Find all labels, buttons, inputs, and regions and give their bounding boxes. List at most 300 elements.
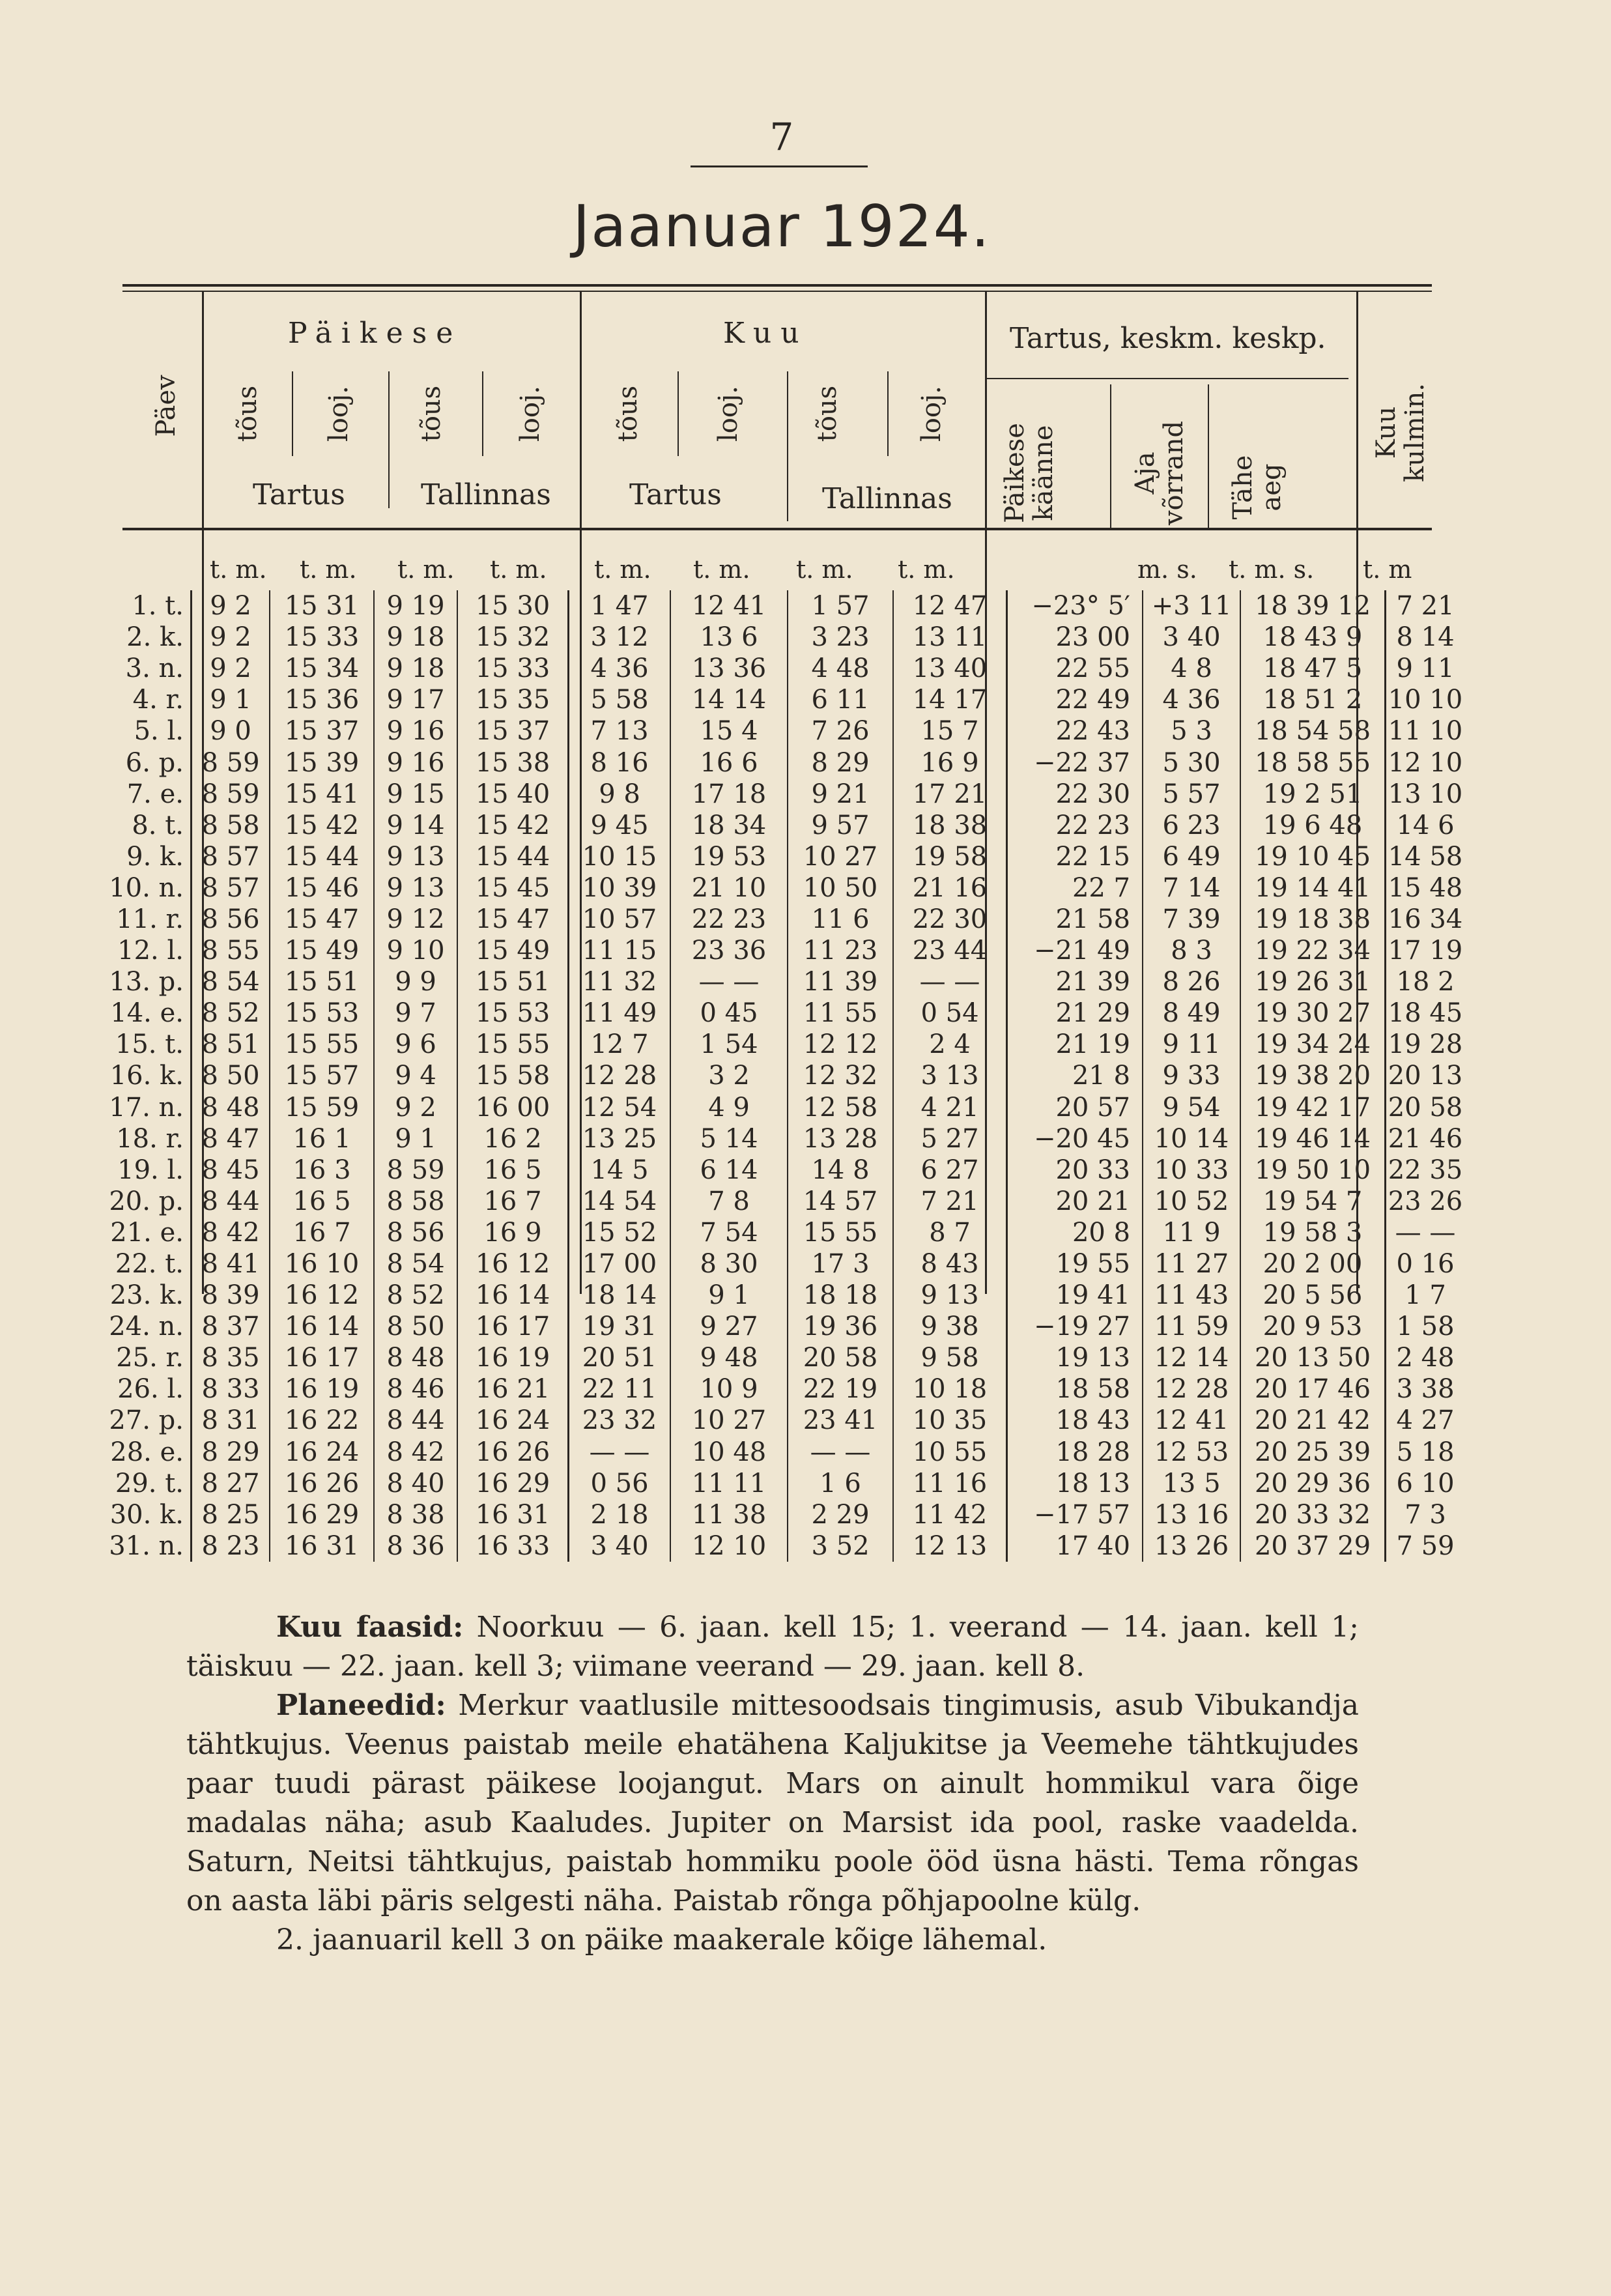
cell-moon-set-tartu: — — <box>670 966 788 997</box>
cell-moon-set-tartu: 22 23 <box>670 904 788 935</box>
cell-moon-culmination: 15 48 <box>1386 872 1465 904</box>
cell-sun-set-tallinn: 15 33 <box>457 653 569 684</box>
cell-moon-rise-tartu: 15 52 <box>569 1217 671 1248</box>
cell-sun-set-tallinn: 15 51 <box>457 966 569 997</box>
cell-sun-set-tartu: 15 37 <box>270 715 374 747</box>
cell-sidereal-time: 20 17 46 <box>1240 1373 1386 1405</box>
cell-sun-rise-tartu: 8 25 <box>192 1499 270 1530</box>
cell-moon-culmination: 7 21 <box>1386 590 1465 622</box>
cell-day: 26. l. <box>117 1374 184 1405</box>
cell-moon-rise-tallinn: 23 41 <box>788 1405 893 1436</box>
cell-sidereal-time: 18 43 9 <box>1240 622 1386 653</box>
cell-sun-set-tartu: 16 22 <box>270 1405 374 1436</box>
cell-moon-rise-tallinn: 10 50 <box>788 872 893 904</box>
cell-moon-rise-tallinn: 11 39 <box>788 966 893 997</box>
cell-day: 7. e. <box>126 779 184 809</box>
cell-sidereal-time: 19 18 38 <box>1240 904 1386 935</box>
cell-moon-rise-tartu: 12 7 <box>569 1029 671 1060</box>
cell-sidereal-time: 20 9 53 <box>1240 1311 1386 1342</box>
cell-moon-rise-tallinn: 13 28 <box>788 1123 893 1155</box>
table-row <box>104 1311 1464 1342</box>
cell-sun-declination: 20 33 <box>1007 1155 1143 1186</box>
table-row <box>104 841 1464 872</box>
cell-moon-culmination: 14 6 <box>1386 810 1465 841</box>
cell-moon-rise-tartu: 13 25 <box>569 1123 671 1155</box>
cell-sun-rise-tartu: 8 45 <box>192 1155 270 1186</box>
cell-sun-declination: 19 41 <box>1007 1280 1143 1311</box>
cell-moon-set-tartu: 9 27 <box>670 1311 788 1342</box>
cell-moon-rise-tartu: 23 32 <box>569 1405 671 1436</box>
cell-sun-declination: 23 00 <box>1007 622 1143 653</box>
cell-moon-culmination: 8 14 <box>1386 622 1465 653</box>
cell-moon-set-tartu: 19 53 <box>670 841 788 872</box>
header-tallinnas-1: Tallinnas <box>421 478 551 511</box>
cell-moon-rise-tartu: 11 15 <box>569 935 671 966</box>
cell-sun-rise-tallinn: 8 36 <box>374 1530 457 1562</box>
cell-sun-rise-tartu: 8 33 <box>192 1373 270 1405</box>
cell-moon-culmination: 12 10 <box>1386 747 1465 778</box>
unit-10: t. m. s. <box>1229 555 1315 584</box>
cell-sidereal-time: 20 2 00 <box>1240 1248 1386 1280</box>
cell-moon-set-tallinn: 12 13 <box>893 1530 1007 1562</box>
cell-day: 14. e. <box>110 998 184 1029</box>
cell-sun-rise-tartu: 8 56 <box>192 904 270 935</box>
cell-moon-culmination: 6 10 <box>1386 1468 1465 1499</box>
cell-sun-rise-tallinn: 9 17 <box>374 684 457 715</box>
cell-moon-set-tartu: 5 14 <box>670 1123 788 1155</box>
cell-moon-rise-tartu: 3 12 <box>569 622 671 653</box>
cell-sun-declination: 22 55 <box>1007 653 1143 684</box>
table-row <box>104 1530 1464 1562</box>
cell-sun-rise-tartu: 8 59 <box>192 779 270 810</box>
cell-sun-rise-tallinn: 9 16 <box>374 715 457 747</box>
cell-moon-rise-tartu: 11 32 <box>569 966 671 997</box>
cell-moon-set-tallinn: 8 43 <box>893 1248 1007 1280</box>
cell-moon-set-tallinn: 21 16 <box>893 872 1007 904</box>
cell-equation-of-time: 11 59 <box>1143 1311 1240 1342</box>
cell-sun-declination: 18 58 <box>1007 1373 1143 1405</box>
cell-day: 21. e. <box>110 1217 184 1248</box>
cell-sun-rise-tallinn: 9 18 <box>374 653 457 684</box>
cell-moon-set-tallinn: 7 21 <box>893 1186 1007 1217</box>
cell-moon-set-tartu: 15 4 <box>670 715 788 747</box>
cell-equation-of-time: 13 5 <box>1143 1468 1240 1499</box>
cell-moon-culmination: 2 48 <box>1386 1342 1465 1373</box>
perihelion-note: 2. jaanuaril kell 3 on päike maakerale kõige lähemal. <box>276 1923 1048 1957</box>
cell-equation-of-time: 7 39 <box>1143 904 1240 935</box>
cell-moon-set-tartu: 10 48 <box>670 1437 788 1468</box>
cell-sun-set-tartu: 16 29 <box>270 1499 374 1530</box>
cell-sun-set-tartu: 16 19 <box>270 1373 374 1405</box>
cell-moon-culmination: 21 46 <box>1386 1123 1465 1155</box>
cell-sidereal-time: 19 46 14 <box>1240 1123 1386 1155</box>
cell-moon-culmination: 18 45 <box>1386 997 1465 1029</box>
cell-sun-rise-tartu: 8 31 <box>192 1405 270 1436</box>
cell-sun-rise-tartu: 8 39 <box>192 1280 270 1311</box>
cell-sun-set-tallinn: 16 17 <box>457 1311 569 1342</box>
cell-sun-set-tallinn: 15 55 <box>457 1029 569 1060</box>
cell-moon-set-tartu: 9 48 <box>670 1342 788 1373</box>
cell-moon-rise-tallinn: 12 58 <box>788 1092 893 1123</box>
table-row <box>104 1499 1464 1530</box>
cell-equation-of-time: 6 49 <box>1143 841 1240 872</box>
table-row <box>104 997 1464 1029</box>
cell-sun-set-tartu: 15 49 <box>270 935 374 966</box>
cell-sun-rise-tallinn: 9 15 <box>374 779 457 810</box>
cell-moon-rise-tallinn: 4 48 <box>788 653 893 684</box>
cell-sun-declination: 22 49 <box>1007 684 1143 715</box>
cell-sun-declination: 21 8 <box>1007 1060 1143 1091</box>
cell-sun-rise-tallinn: 9 10 <box>374 935 457 966</box>
cell-sidereal-time: 19 34 24 <box>1240 1029 1386 1060</box>
almanac-table <box>104 590 1464 1562</box>
cell-day: 23. k. <box>109 1280 184 1311</box>
cell-sun-set-tartu: 16 24 <box>270 1437 374 1468</box>
cell-moon-culmination: 5 18 <box>1386 1437 1465 1468</box>
cell-sun-set-tartu: 15 41 <box>270 779 374 810</box>
cell-sun-set-tartu: 16 14 <box>270 1311 374 1342</box>
cell-sun-rise-tallinn: 8 59 <box>374 1155 457 1186</box>
cell-sun-set-tartu: 16 31 <box>270 1530 374 1562</box>
cell-moon-culmination: 7 3 <box>1386 1499 1465 1530</box>
cell-moon-culmination: 4 27 <box>1386 1405 1465 1436</box>
cell-equation-of-time: 12 41 <box>1143 1405 1240 1436</box>
cell-equation-of-time: 5 3 <box>1143 715 1240 747</box>
cell-sun-declination: 19 55 <box>1007 1248 1143 1280</box>
vsep-h1 <box>292 371 293 456</box>
cell-sun-set-tallinn: 16 19 <box>457 1342 569 1373</box>
cell-moon-rise-tallinn: 2 29 <box>788 1499 893 1530</box>
cell-sun-set-tartu: 15 44 <box>270 841 374 872</box>
cell-moon-set-tallinn: 10 18 <box>893 1373 1007 1405</box>
cell-sun-set-tallinn: 16 24 <box>457 1405 569 1436</box>
cell-sun-rise-tallinn: 9 2 <box>374 1092 457 1123</box>
cell-moon-set-tallinn: 4 21 <box>893 1092 1007 1123</box>
cell-sun-rise-tartu: 9 0 <box>192 715 270 747</box>
cell-sidereal-time: 19 30 27 <box>1240 997 1386 1029</box>
cell-sun-rise-tallinn: 8 58 <box>374 1186 457 1217</box>
table-row <box>104 904 1464 935</box>
cell-day: 15. t. <box>115 1029 184 1060</box>
cell-sun-rise-tartu: 8 23 <box>192 1530 270 1562</box>
table-row <box>104 1405 1464 1436</box>
cell-sun-set-tallinn: 15 30 <box>457 590 569 622</box>
planets-paragraph <box>186 1686 1359 1921</box>
cell-sun-declination: 21 39 <box>1007 966 1143 997</box>
cell-sun-set-tallinn: 16 26 <box>457 1437 569 1468</box>
cell-sun-declination: 18 13 <box>1007 1468 1143 1499</box>
cell-sidereal-time: 19 6 48 <box>1240 810 1386 841</box>
unit-3: t. m. <box>397 555 455 584</box>
cell-sun-set-tallinn: 15 45 <box>457 872 569 904</box>
cell-moon-rise-tallinn: 15 55 <box>788 1217 893 1248</box>
cell-sun-rise-tartu: 9 2 <box>192 653 270 684</box>
cell-day: 17. n. <box>109 1092 184 1123</box>
cell-day: 8. t. <box>132 810 184 840</box>
cell-sidereal-time: 19 22 34 <box>1240 935 1386 966</box>
cell-sun-set-tartu: 15 55 <box>270 1029 374 1060</box>
cell-moon-culmination: 1 7 <box>1386 1280 1465 1311</box>
cell-sidereal-time: 20 13 50 <box>1240 1342 1386 1373</box>
cell-moon-rise-tartu: 10 57 <box>569 904 671 935</box>
unit-9: m. s. <box>1137 555 1197 584</box>
cell-sidereal-time: 20 37 29 <box>1240 1530 1386 1562</box>
cell-moon-rise-tallinn: 12 32 <box>788 1060 893 1091</box>
cell-sun-set-tallinn: 15 44 <box>457 841 569 872</box>
header-tahe-aeg: Tähe aeg <box>1228 455 1287 520</box>
cell-moon-set-tallinn: 0 54 <box>893 997 1007 1029</box>
cell-sun-rise-tallinn: 9 14 <box>374 810 457 841</box>
table-row <box>104 966 1464 997</box>
cell-sidereal-time: 19 54 7 <box>1240 1186 1386 1217</box>
cell-moon-culmination: 16 34 <box>1386 904 1465 935</box>
cell-sun-declination: 19 13 <box>1007 1342 1143 1373</box>
cell-sun-rise-tallinn: 8 56 <box>374 1217 457 1248</box>
cell-sun-set-tartu: 15 51 <box>270 966 374 997</box>
cell-moon-rise-tallinn: 1 57 <box>788 590 893 622</box>
page-title: Jaanuar 1924. <box>573 193 991 260</box>
cell-moon-culmination: 13 10 <box>1386 779 1465 810</box>
cell-moon-set-tartu: 13 36 <box>670 653 788 684</box>
cell-sun-set-tallinn: 16 9 <box>457 1217 569 1248</box>
cell-moon-rise-tallinn: 11 6 <box>788 904 893 935</box>
cell-sun-declination: 22 43 <box>1007 715 1143 747</box>
cell-sun-rise-tallinn: 9 13 <box>374 872 457 904</box>
cell-sun-rise-tartu: 9 2 <box>192 590 270 622</box>
cell-day: 13. p. <box>109 967 184 997</box>
cell-sun-declination: 21 29 <box>1007 997 1143 1029</box>
cell-day: 25. r. <box>116 1343 184 1373</box>
cell-sun-rise-tartu: 8 59 <box>192 747 270 778</box>
table-row <box>104 1155 1464 1186</box>
cell-moon-rise-tartu: 14 5 <box>569 1155 671 1186</box>
cell-moon-set-tartu: 7 8 <box>670 1186 788 1217</box>
cell-equation-of-time: 11 9 <box>1143 1217 1240 1248</box>
cell-sidereal-time: 19 58 3 <box>1240 1217 1386 1248</box>
cell-moon-culmination: 14 58 <box>1386 841 1465 872</box>
table-row <box>104 1248 1464 1280</box>
table-row <box>104 715 1464 747</box>
cell-sun-rise-tartu: 8 58 <box>192 810 270 841</box>
cell-moon-set-tallinn: 16 9 <box>893 747 1007 778</box>
cell-sun-rise-tallinn: 9 6 <box>374 1029 457 1060</box>
cell-sun-set-tallinn: 15 58 <box>457 1060 569 1091</box>
cell-moon-set-tallinn: 12 47 <box>893 590 1007 622</box>
cell-moon-set-tallinn: 10 35 <box>893 1405 1007 1436</box>
cell-sun-rise-tartu: 8 57 <box>192 841 270 872</box>
cell-equation-of-time: 11 27 <box>1143 1248 1240 1280</box>
cell-sun-set-tartu: 16 5 <box>270 1186 374 1217</box>
cell-sun-set-tallinn: 15 49 <box>457 935 569 966</box>
cell-moon-culmination: 7 59 <box>1386 1530 1465 1562</box>
cell-sun-rise-tallinn: 9 9 <box>374 966 457 997</box>
cell-sidereal-time: 19 14 41 <box>1240 872 1386 904</box>
cell-day: 20. p. <box>109 1186 184 1216</box>
cell-equation-of-time: 10 52 <box>1143 1186 1240 1217</box>
cell-moon-set-tallinn: 17 21 <box>893 779 1007 810</box>
cell-sun-rise-tallinn: 8 38 <box>374 1499 457 1530</box>
header-top-rule-2 <box>122 291 1432 292</box>
cell-moon-rise-tallinn: 7 26 <box>788 715 893 747</box>
cell-sun-declination: 22 23 <box>1007 810 1143 841</box>
cell-day: 27. p. <box>109 1405 184 1436</box>
cell-sun-set-tallinn: 15 38 <box>457 747 569 778</box>
cell-sun-set-tartu: 15 57 <box>270 1060 374 1091</box>
table-row <box>104 1186 1464 1217</box>
table-row <box>104 1092 1464 1123</box>
cell-moon-culmination: 20 13 <box>1386 1060 1465 1091</box>
cell-sun-rise-tartu: 9 1 <box>192 684 270 715</box>
cell-moon-set-tallinn: 8 7 <box>893 1217 1007 1248</box>
unit-1: t. m. <box>210 555 267 584</box>
cell-sidereal-time: 20 5 56 <box>1240 1280 1386 1311</box>
cell-sun-set-tartu: 15 53 <box>270 997 374 1029</box>
cell-sidereal-time: 19 42 17 <box>1240 1092 1386 1123</box>
cell-day: 29. t. <box>115 1468 184 1499</box>
cell-moon-rise-tartu: 1 47 <box>569 590 671 622</box>
cell-equation-of-time: 6 23 <box>1143 810 1240 841</box>
unit-8: t. m. <box>898 555 955 584</box>
cell-sun-rise-tartu: 8 57 <box>192 872 270 904</box>
cell-moon-rise-tartu: 2 18 <box>569 1499 671 1530</box>
vsep-h7 <box>1110 384 1111 528</box>
cell-moon-set-tallinn: 23 44 <box>893 935 1007 966</box>
cell-sun-set-tartu: 15 42 <box>270 810 374 841</box>
cell-moon-rise-tartu: 0 56 <box>569 1468 671 1499</box>
cell-sun-declination: −19 27 <box>1007 1311 1143 1342</box>
cell-moon-set-tartu: 4 9 <box>670 1092 788 1123</box>
cell-sun-rise-tartu: 9 2 <box>192 622 270 653</box>
header-tartus-2: Tartus <box>629 478 722 511</box>
cell-moon-culmination: 22 35 <box>1386 1155 1465 1186</box>
cell-sun-rise-tallinn: 9 4 <box>374 1060 457 1091</box>
cell-sun-rise-tartu: 8 48 <box>192 1092 270 1123</box>
unit-11: t. m <box>1363 555 1412 584</box>
moon-phases-text: Noorkuu — 6. jaan. kell 15; 1. veerand — 14. jaan. kell 1; täiskuu — 22. jaan. kell 3; viimane veerand — 29. jaan. kell 8. <box>186 1611 1360 1683</box>
cell-sun-set-tartu: 16 12 <box>270 1280 374 1311</box>
cell-moon-culmination: 17 19 <box>1386 935 1465 966</box>
cell-equation-of-time: 9 11 <box>1143 1029 1240 1060</box>
moon-phases-paragraph <box>186 1608 1359 1686</box>
unit-4: t. m. <box>490 555 547 584</box>
cell-sun-declination: −22 37 <box>1007 747 1143 778</box>
cell-moon-rise-tallinn: 11 55 <box>788 997 893 1029</box>
header-tallinnas-2: Tallinnas <box>822 482 952 515</box>
cell-sun-declination: −23° 5′ <box>1007 590 1143 622</box>
cell-sidereal-time: 20 33 32 <box>1240 1499 1386 1530</box>
cell-moon-rise-tartu: 22 11 <box>569 1373 671 1405</box>
table-row <box>104 1280 1464 1311</box>
cell-sun-rise-tallinn: 9 7 <box>374 997 457 1029</box>
cell-sun-rise-tartu: 8 44 <box>192 1186 270 1217</box>
table-row <box>104 1060 1464 1091</box>
cell-sun-set-tallinn: 16 33 <box>457 1530 569 1562</box>
cell-equation-of-time: 10 33 <box>1143 1155 1240 1186</box>
header-kuu: Kuu <box>723 317 808 350</box>
cell-sun-set-tallinn: 16 31 <box>457 1499 569 1530</box>
cell-moon-set-tartu: 9 1 <box>670 1280 788 1311</box>
cell-moon-rise-tallinn: 12 12 <box>788 1029 893 1060</box>
cell-sun-set-tartu: 15 46 <box>270 872 374 904</box>
cell-sun-rise-tartu: 8 35 <box>192 1342 270 1373</box>
vsep-h5 <box>787 371 788 521</box>
header-tous-1: tõus <box>233 385 263 442</box>
cell-sun-set-tallinn: 16 7 <box>457 1186 569 1217</box>
cell-moon-rise-tallinn: 22 19 <box>788 1373 893 1405</box>
cell-moon-culmination: 19 28 <box>1386 1029 1465 1060</box>
cell-sun-rise-tallinn: 9 13 <box>374 841 457 872</box>
cell-sun-rise-tartu: 8 41 <box>192 1248 270 1280</box>
cell-sun-set-tartu: 16 10 <box>270 1248 374 1280</box>
cell-equation-of-time: 12 14 <box>1143 1342 1240 1373</box>
cell-sun-set-tallinn: 16 2 <box>457 1123 569 1155</box>
table-row <box>104 1123 1464 1155</box>
vsep-h3 <box>482 371 483 456</box>
header-looj-3: looj. <box>713 385 743 442</box>
cell-moon-set-tartu: 10 9 <box>670 1373 788 1405</box>
cell-sidereal-time: 20 21 42 <box>1240 1405 1386 1436</box>
cell-moon-rise-tartu: 19 31 <box>569 1311 671 1342</box>
cell-equation-of-time: 8 49 <box>1143 997 1240 1029</box>
cell-sun-rise-tartu: 8 52 <box>192 997 270 1029</box>
cell-moon-rise-tallinn: 1 6 <box>788 1468 893 1499</box>
cell-sidereal-time: 19 26 31 <box>1240 966 1386 997</box>
cell-sun-rise-tartu: 8 27 <box>192 1468 270 1499</box>
cell-sun-set-tallinn: 15 53 <box>457 997 569 1029</box>
cell-moon-set-tartu: 11 38 <box>670 1499 788 1530</box>
moon-phases-label: Kuu faasid: <box>276 1611 464 1644</box>
cell-moon-set-tallinn: 6 27 <box>893 1155 1007 1186</box>
cell-moon-rise-tartu: 10 39 <box>569 872 671 904</box>
cell-sun-declination: 20 8 <box>1007 1217 1143 1248</box>
cell-day: 31. n. <box>109 1530 184 1561</box>
tartus-keskm-underline <box>986 378 1348 379</box>
table-row <box>104 1437 1464 1468</box>
cell-moon-set-tallinn: 18 38 <box>893 810 1007 841</box>
cell-equation-of-time: 8 3 <box>1143 935 1240 966</box>
cell-day: 12. l. <box>117 936 184 966</box>
cell-moon-set-tartu: 18 34 <box>670 810 788 841</box>
cell-day: 18. r. <box>116 1123 184 1154</box>
cell-moon-rise-tartu: 12 54 <box>569 1092 671 1123</box>
cell-sun-set-tallinn: 16 12 <box>457 1248 569 1280</box>
cell-sun-rise-tallinn: 9 16 <box>374 747 457 778</box>
header-tartus-keskm: Tartus, keskm. keskp. <box>1010 322 1326 355</box>
cell-day: 1. t. <box>132 591 184 622</box>
unit-7: t. m. <box>796 555 853 584</box>
cell-moon-set-tartu: 6 14 <box>670 1155 788 1186</box>
cell-moon-set-tartu: 21 10 <box>670 872 788 904</box>
cell-day: 10. n. <box>109 872 184 903</box>
cell-sun-declination: 18 28 <box>1007 1437 1143 1468</box>
cell-equation-of-time: 5 57 <box>1143 779 1240 810</box>
cell-moon-set-tartu: 13 6 <box>670 622 788 653</box>
header-looj-4: looj. <box>917 385 947 442</box>
vsep-h4 <box>677 371 679 456</box>
cell-sun-rise-tartu: 8 54 <box>192 966 270 997</box>
cell-moon-set-tartu: 10 27 <box>670 1405 788 1436</box>
header-paikese-kaane: Päikese käänne <box>1000 423 1059 523</box>
cell-sun-declination: 18 43 <box>1007 1405 1143 1436</box>
cell-moon-rise-tartu: 8 16 <box>569 747 671 778</box>
cell-sidereal-time: 18 54 58 <box>1240 715 1386 747</box>
table-row <box>104 1468 1464 1499</box>
cell-moon-set-tartu: 12 41 <box>670 590 788 622</box>
cell-moon-culmination: 18 2 <box>1386 966 1465 997</box>
cell-moon-set-tartu: 11 11 <box>670 1468 788 1499</box>
cell-sun-rise-tallinn: 8 48 <box>374 1342 457 1373</box>
cell-day: 16. k. <box>109 1061 184 1091</box>
